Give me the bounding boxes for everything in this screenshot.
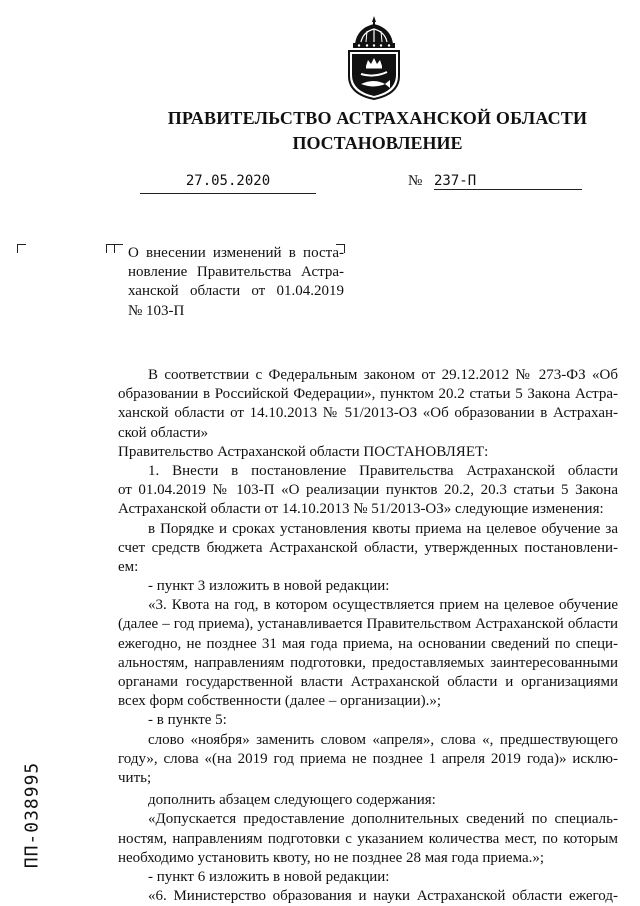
document-date: 27.05.2020 [140, 173, 316, 194]
body-line: «Допускается предоставление дополнительных сведений по специаль- [148, 811, 618, 828]
number-label: № [408, 173, 423, 189]
body-line: Астраханской области от 14.10.2013 № 51/2013-ОЗ» следующие изменения: [118, 501, 604, 518]
body-line: году», слова «(на 2019 год приема не позднее 1 апреля 2019 года)» исклю- [118, 750, 618, 767]
subject-corner-mark [114, 244, 123, 253]
body-line: - пункт 6 изложить в новой редакции: [148, 868, 390, 885]
subject-line: новление Правительства Астра- [128, 264, 344, 281]
body-line: 1. Внести в постановление Правительства Астраханской области [148, 462, 618, 479]
body-line: в Порядке и сроках установления квоты приема на целевое обучение за [148, 520, 618, 537]
body-line: ностям, направлениям подготовки с указанием количества мест, по которым [118, 830, 618, 847]
body-line: счет средств бюджета Астраханской области, утвержденных постановлени- [118, 539, 618, 556]
body-line: - пункт 3 изложить в новой редакции: [148, 578, 390, 595]
body-line: альностям, направлениям подготовки, предоставляемых заинтересованными [118, 654, 618, 671]
document-type: ПОСТАНОВЛЕНИЕ [292, 133, 463, 153]
body-line: «6. Министерство образования и науки Астраханской области ежегод- [148, 888, 618, 905]
document-number [408, 173, 582, 190]
subject-line: О внесении изменений в поста- [128, 245, 344, 261]
number-value: 237-П [434, 173, 582, 190]
body-line: ежегодно, не позднее 31 мая года приема, на основании сведений по специ- [118, 635, 618, 652]
subject-line: № 103-П [128, 302, 185, 319]
subject-line: ханской области от 01.04.2019 [128, 283, 344, 300]
body-line: ской области» [118, 424, 209, 441]
document-subject [128, 244, 344, 321]
serial-number: ПП-038995 [21, 761, 43, 869]
body-line: органами государственной власти Астраханской области и организациями [118, 674, 618, 690]
body-line: - в пункте 5: [148, 712, 227, 729]
margin-corner-mark [17, 244, 26, 253]
astrakhan-coat-of-arms-icon [339, 14, 409, 100]
body-line: Правительство Астраханской области ПОСТАНОВЛЯЕТ: [118, 443, 489, 460]
body-line: от 01.04.2019 № 103-П «О реализации пунктов 20.2, 20.3 статьи 5 Закона [118, 482, 618, 499]
body-line: дополнить абзацем следующего содержания: [148, 792, 436, 809]
body-line: необходимо установить квоту, но не позднее 28 мая года приема.»; [118, 849, 545, 866]
body-line: слово «ноября» заменить словом «апреля», слова «, предшествующего [148, 731, 618, 748]
body-line: ем: [118, 558, 139, 575]
body-line: (далее – год приема), устанавливается Правительством Астраханской области [118, 616, 618, 633]
serial-stamp [17, 740, 47, 890]
body-line: образовании в Российской Федерации», пунктом 20.2 статьи 5 Закона Астра- [118, 386, 618, 403]
body-line: всех форм собственности (далее – организации).»; [118, 693, 442, 710]
document-body [118, 366, 618, 906]
body-line: чить; [118, 769, 152, 786]
body-line: В соответствии с Федеральным законом от 29.12.2012 № 273-ФЗ «Об [148, 367, 618, 383]
government-title: ПРАВИТЕЛЬСТВО АСТРАХАНСКОЙ ОБЛАСТИ [167, 108, 588, 128]
body-line: ханской области от 14.10.2013 № 51/2013-ОЗ «Об образовании в Астрахан- [118, 405, 618, 422]
body-line: «3. Квота на год, в котором осуществляется прием на целевое обучение [148, 597, 618, 614]
